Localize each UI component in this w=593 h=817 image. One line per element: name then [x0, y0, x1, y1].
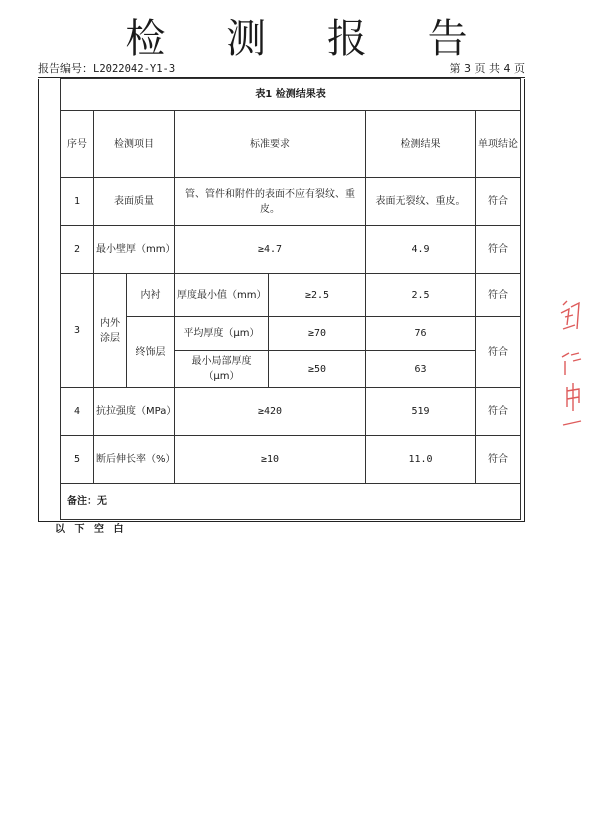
row-conclusion: 符合: [476, 388, 521, 436]
row-index: 5: [61, 436, 94, 484]
header-result: 检测结果: [366, 111, 476, 178]
finish-avg-param: 平均厚度（μm）: [175, 317, 269, 351]
finish-local-param: 最小局部厚度（μm）: [175, 351, 269, 388]
header-index: 序号: [61, 111, 94, 178]
results-table: [60, 78, 521, 520]
report-meta-line: [38, 62, 525, 78]
row-requirement: 管、管件和附件的表面不应有裂纹、重皮。: [175, 178, 366, 226]
header-conclusion: 单项结论: [476, 111, 521, 178]
finish-label: 终饰层: [127, 317, 175, 388]
row-index: 2: [61, 226, 94, 274]
report-number-label: 报告编号：: [38, 62, 93, 75]
row-item: 抗拉强度（MPa）: [94, 388, 175, 436]
lining-conclusion: 符合: [476, 274, 521, 317]
lining-label: 内衬: [127, 274, 175, 317]
table-row: [61, 317, 521, 351]
finish-avg-result: 76: [366, 317, 476, 351]
table-row: [61, 388, 521, 436]
report-number: [38, 62, 175, 76]
lining-param: 厚度最小值（mm）: [175, 274, 269, 317]
row-requirement: ≥10: [175, 436, 366, 484]
row-index: 4: [61, 388, 94, 436]
table-row: [61, 274, 521, 317]
finish-avg-requirement: ≥70: [269, 317, 366, 351]
row-index: 1: [61, 178, 94, 226]
row-result: 4.9: [366, 226, 476, 274]
row-conclusion: 符合: [476, 178, 521, 226]
row-conclusion: 符合: [476, 436, 521, 484]
row-item: 内外涂层: [94, 274, 127, 388]
row-index: 3: [61, 274, 94, 388]
below-empty-marker: 以 下 空 白: [55, 524, 127, 535]
row-item: 断后伸长率（%）: [94, 436, 175, 484]
table-row: [61, 178, 521, 226]
finish-local-result: 63: [366, 351, 476, 388]
notes-cell: 备注：无: [61, 484, 521, 520]
row-result: 11.0: [366, 436, 476, 484]
report-number-value: L2022042-Y1-3: [93, 63, 176, 75]
row-item: 表面质量: [94, 178, 175, 226]
row-requirement: ≥420: [175, 388, 366, 436]
page-title: 检 测 报 告: [125, 16, 492, 62]
table-row: [61, 226, 521, 274]
row-result: 519: [366, 388, 476, 436]
header-item: 检测项目: [94, 111, 175, 178]
row-item: 最小壁厚（mm）: [94, 226, 175, 274]
lining-requirement: ≥2.5: [269, 274, 366, 317]
seal-stamp-edge: [557, 295, 587, 435]
table-caption: 表1 检测结果表: [61, 79, 521, 111]
row-requirement: ≥4.7: [175, 226, 366, 274]
page-info: 第 3 页 共 4 页: [449, 62, 525, 75]
row-result: 表面无裂纹、重皮。: [366, 178, 476, 226]
finish-local-requirement: ≥50: [269, 351, 366, 388]
lining-result: 2.5: [366, 274, 476, 317]
table-row: [61, 436, 521, 484]
header-requirement: 标准要求: [175, 111, 366, 178]
row-conclusion: 符合: [476, 226, 521, 274]
table-header-row: [61, 111, 521, 178]
finish-conclusion: 符合: [476, 317, 521, 388]
